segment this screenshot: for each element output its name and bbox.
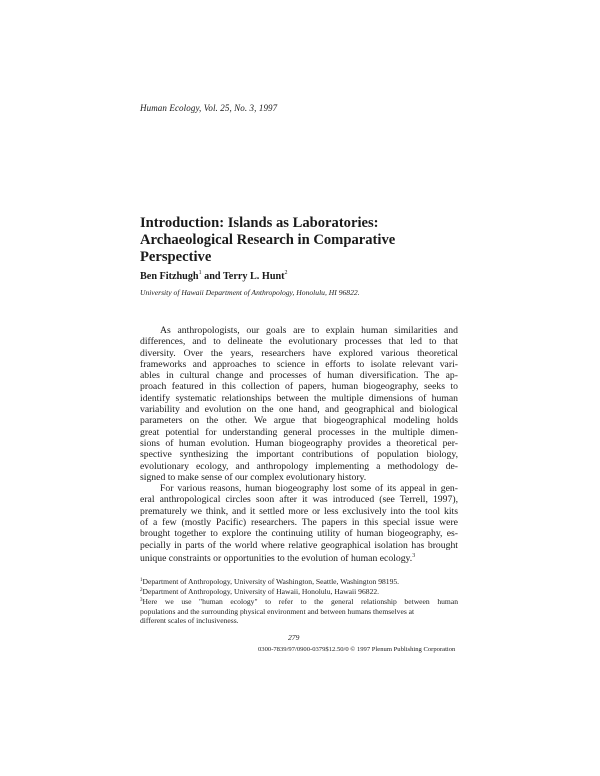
footnote-marker: 1 [140,578,143,583]
text-line: eral anthropological circles soon after it was introduced (see Terrell, 1997), [140,494,458,506]
text-line: great potential for understanding general processes in the multiple dimen- [140,426,458,438]
text-line: For various reasons, human biogeography lost some of its appeal in gen- [160,483,458,495]
text-line: brought together to explore the continuing utility of human biogeography, es- [140,528,458,540]
footnote-text: Department of Anthropology, University of Hawaii, Honolulu, Hawaii 96822. [142,587,380,597]
paragraph [140,483,458,564]
body-text [140,325,458,564]
author-name: Terry L. Hunt [222,271,285,282]
paragraph [140,325,458,483]
footnote-marker: 1 [198,270,202,276]
author-name: Ben Fitzhugh [140,271,199,282]
text-line [140,551,458,564]
text-line: diversity. Over the years, researchers have explored various theoretical [140,347,458,359]
title-line: Perspective [140,249,212,265]
title-line: Introduction: Islands as Laboratories: [140,215,379,231]
text-line: differences, and to delineate the evolutionary processes that led to that [140,336,458,348]
footnote-text: Here we use "human ecology" to refer to the general relationship between human [142,597,458,607]
text-line: pecially in parts of the world where relative geographical isolation has brought [140,539,458,551]
footnote-marker: 3 [140,598,143,604]
footnote [140,576,458,586]
copyright-line: 0300-7839/97/0900-0379$12.50/0 © 1997 Plenum Publishing Corporation [258,646,456,653]
footnote-text: Department of Anthropology, University of Washington, Seattle, Washington 98195. [142,577,400,586]
text-line: proach featured in this collection of papers, human biogeography, seeks to [140,381,458,393]
title-line: Archaeological Research in Comparative [140,232,396,248]
footnote-line: populations and the surrounding physical environment and between humans themselves at [140,606,415,616]
footnote-marker: 3 [412,552,416,559]
text-line: variability and evolution on the one hand, and geographical and biological [140,404,458,416]
page-number: 279 [288,633,300,642]
affiliation: University of Hawaii Department of Anthropology, Honolulu, HI 96822. [140,288,360,297]
text-line: evolutionary ecology, and anthropology implementing a methodology de- [140,460,458,472]
text-line: sions of human evolution. Human biogeography provides a theoretical per- [140,437,458,449]
text-line: ables in cultural change and processes of human diversification. The ap- [140,370,458,382]
text-line: of a few (mostly Pacific) researchers. The papers in this special issue were [140,517,458,529]
footnote [140,596,458,625]
footnotes [140,576,458,625]
article-title [140,215,470,266]
footnote-line: different scales of inclusiveness. [140,615,239,625]
footnote-marker: 2 [284,270,288,276]
text-line: frameworks and approaches to science in efforts to isolate relevant vari- [140,358,458,370]
footnote [140,586,458,596]
footnote-marker: 2 [140,588,143,594]
journal-header: Human Ecology, Vol. 25, No. 3, 1997 [140,103,278,113]
author-line [140,270,288,282]
text-line: identify systematic relationships between the multiple dimensions of human [140,392,458,404]
author-connector: and [201,271,223,282]
text-line: As anthropologists, our goals are to explain human similarities and [160,325,458,336]
text-line: spective synthesizing the important contributions of population biology, [140,449,458,461]
text-line-content: unique constraints or opportunities to the evolution of human ecology. [140,552,413,564]
text-line: prematurely we think, and it settled more or less exclusively into the tool kits [140,505,458,517]
text-line: parameters on the other. We argue that biogeographical modeling holds [140,415,458,427]
footnote-line [140,596,458,606]
text-line: signed to make sense of our complex evolutionary history. [140,471,367,483]
